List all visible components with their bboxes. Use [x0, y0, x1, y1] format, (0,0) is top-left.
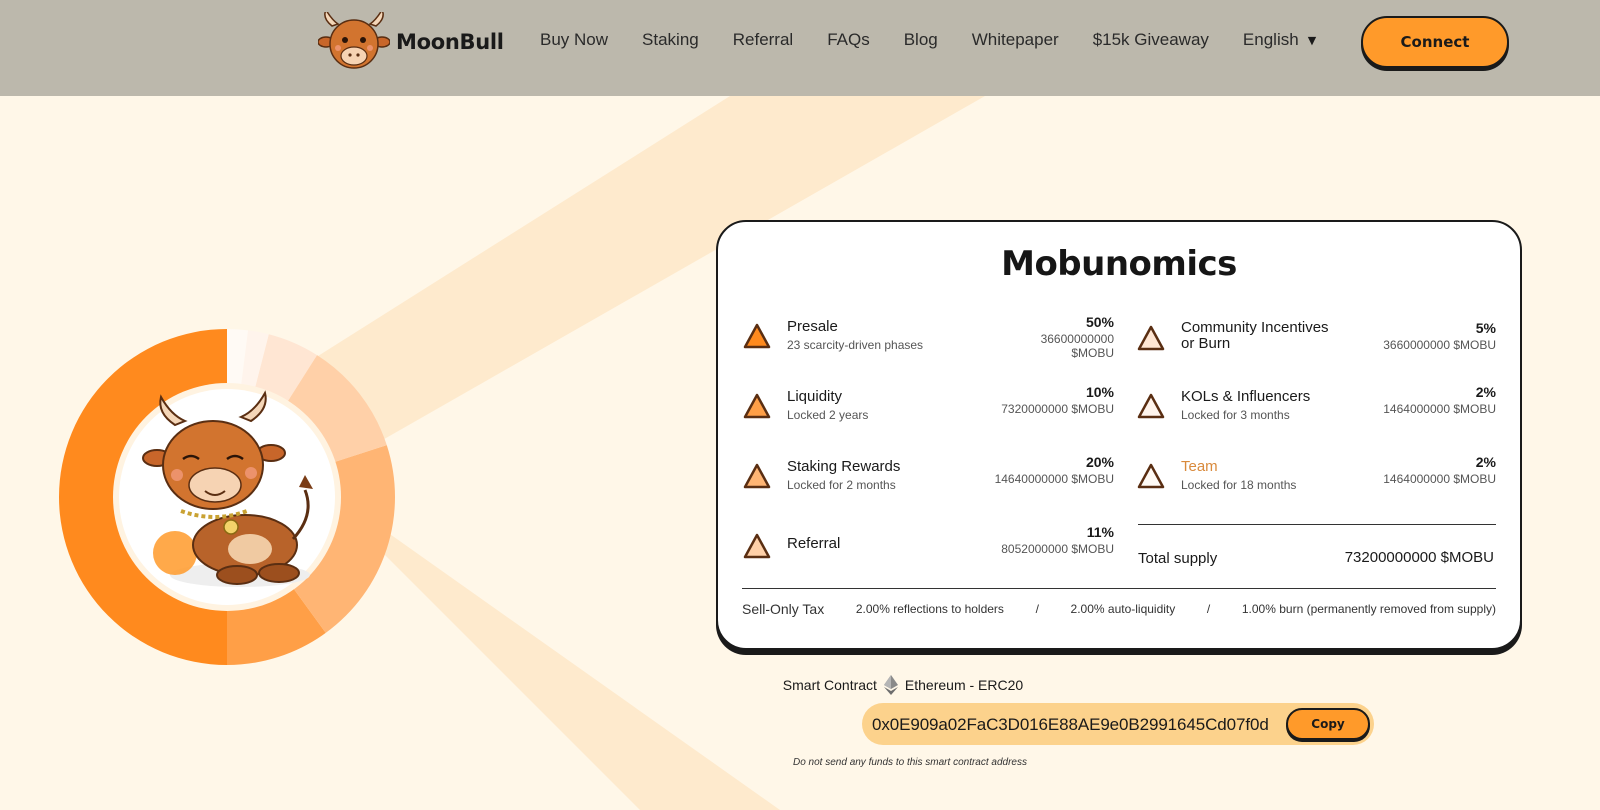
alloc-kols-influencers: [1136, 384, 1496, 434]
alloc-sub: 23 scarcity-driven phases: [787, 338, 924, 352]
copy-button[interactable]: Copy: [1286, 708, 1370, 740]
tax-separator: /: [1035, 602, 1039, 616]
alloc-name: Community Incentives or Burn: [1181, 319, 1329, 352]
alloc-sub: Locked for 2 months: [787, 478, 896, 492]
triangle-icon: [742, 322, 772, 350]
triangle-icon: [1136, 392, 1166, 420]
site-header: [0, 0, 1600, 96]
alloc-team: [1136, 454, 1496, 504]
triangle-icon: [1136, 324, 1166, 352]
alloc-name: Staking Rewards: [787, 458, 901, 475]
alloc-percent: 5%: [1475, 320, 1496, 336]
smart-contract-label: Smart Contract: [782, 677, 877, 693]
brand-name: MoonBull: [396, 30, 504, 54]
alloc-name: Liquidity: [787, 388, 843, 405]
nav-blog[interactable]: Blog: [903, 30, 938, 49]
tax-burn: 1.00% burn (permanently removed from supply): [1241, 602, 1496, 616]
alloc-percent: 10%: [1085, 384, 1114, 400]
alloc-amount: 1464000000 $MOBU: [1383, 402, 1496, 416]
alloc-name: KOLs & Influencers: [1181, 388, 1311, 405]
alloc-community-incentives: [1136, 316, 1496, 366]
tax-reflections: 2.00% reflections to holders: [855, 602, 1004, 616]
alloc-percent: 50%: [1085, 314, 1114, 330]
triangle-icon: [742, 532, 772, 560]
main-nav: [540, 30, 1316, 50]
alloc-amount: 8052000000 $MOBU: [1001, 542, 1114, 556]
alloc-percent: 20%: [1085, 454, 1114, 470]
alloc-liquidity: [742, 384, 1114, 434]
tax-auto-liquidity: 2.00% auto-liquidity: [1070, 602, 1176, 616]
divider: [1138, 524, 1496, 525]
alloc-amount: 14640000000 $MOBU: [994, 472, 1114, 486]
alloc-name: Presale: [787, 318, 838, 335]
chain-label: Ethereum - ERC20: [904, 677, 1024, 693]
total-supply-label: Total supply: [1138, 550, 1218, 567]
alloc-name: Referral: [787, 535, 841, 552]
tokenomics-donut-chart: [55, 325, 399, 669]
triangle-icon: [742, 392, 772, 420]
alloc-sub: Locked for 18 months: [1181, 478, 1297, 492]
logo[interactable]: [318, 12, 504, 72]
alloc-referral: [742, 524, 1114, 574]
alloc-name: Team: [1181, 458, 1218, 475]
alloc-percent: 2%: [1475, 384, 1496, 400]
sell-tax-label: Sell-Only Tax: [742, 601, 825, 617]
alloc-amount: 3660000000 $MOBU: [1383, 338, 1496, 352]
nav-staking[interactable]: Staking: [642, 30, 699, 49]
tax-separator: /: [1206, 602, 1211, 616]
contract-address-pill: [862, 703, 1374, 745]
card-title: Mobunomics: [1001, 244, 1237, 284]
ethereum-icon: [883, 674, 899, 696]
contract-address[interactable]: 0x0E909a02FaC3D016E88AE9e0B2991645Cd07f0d: [872, 715, 1269, 734]
alloc-staking-rewards: [742, 454, 1114, 504]
total-supply-value: 73200000000 $MOBU: [1344, 549, 1494, 566]
alloc-presale: [742, 314, 1114, 364]
language-selector[interactable]: [1243, 30, 1316, 50]
nav-referral[interactable]: Referral: [732, 30, 794, 49]
alloc-sub: Locked 2 years: [787, 408, 869, 422]
triangle-icon: [1136, 462, 1166, 490]
contract-warning: Do not send any funds to this smart contract address: [792, 757, 1027, 768]
nav-whitepaper[interactable]: Whitepaper: [971, 30, 1059, 49]
alloc-amount: 36600000000 $MOBU: [1040, 332, 1114, 360]
smart-contract-row: [0, 674, 1600, 696]
alloc-percent: 11%: [1086, 524, 1114, 540]
triangle-icon: [742, 462, 772, 490]
language-label: English: [1242, 30, 1299, 49]
alloc-sub: Locked for 3 months: [1181, 408, 1290, 422]
nav-faqs[interactable]: FAQs: [827, 30, 870, 49]
sell-tax-row: [742, 601, 1496, 617]
connect-button[interactable]: Connect: [1361, 16, 1509, 68]
bull-logo-icon: [318, 12, 390, 72]
alloc-amount: 1464000000 $MOBU: [1383, 472, 1496, 486]
nav-giveaway[interactable]: $15k Giveaway: [1092, 30, 1209, 49]
alloc-percent: 2%: [1475, 454, 1496, 470]
nav-buy-now[interactable]: Buy Now: [540, 30, 609, 49]
alloc-amount: 7320000000 $MOBU: [1001, 402, 1114, 416]
tokenomics-card: [716, 220, 1522, 650]
caret-down-icon: ▼: [1307, 33, 1317, 47]
divider: [742, 588, 1496, 589]
